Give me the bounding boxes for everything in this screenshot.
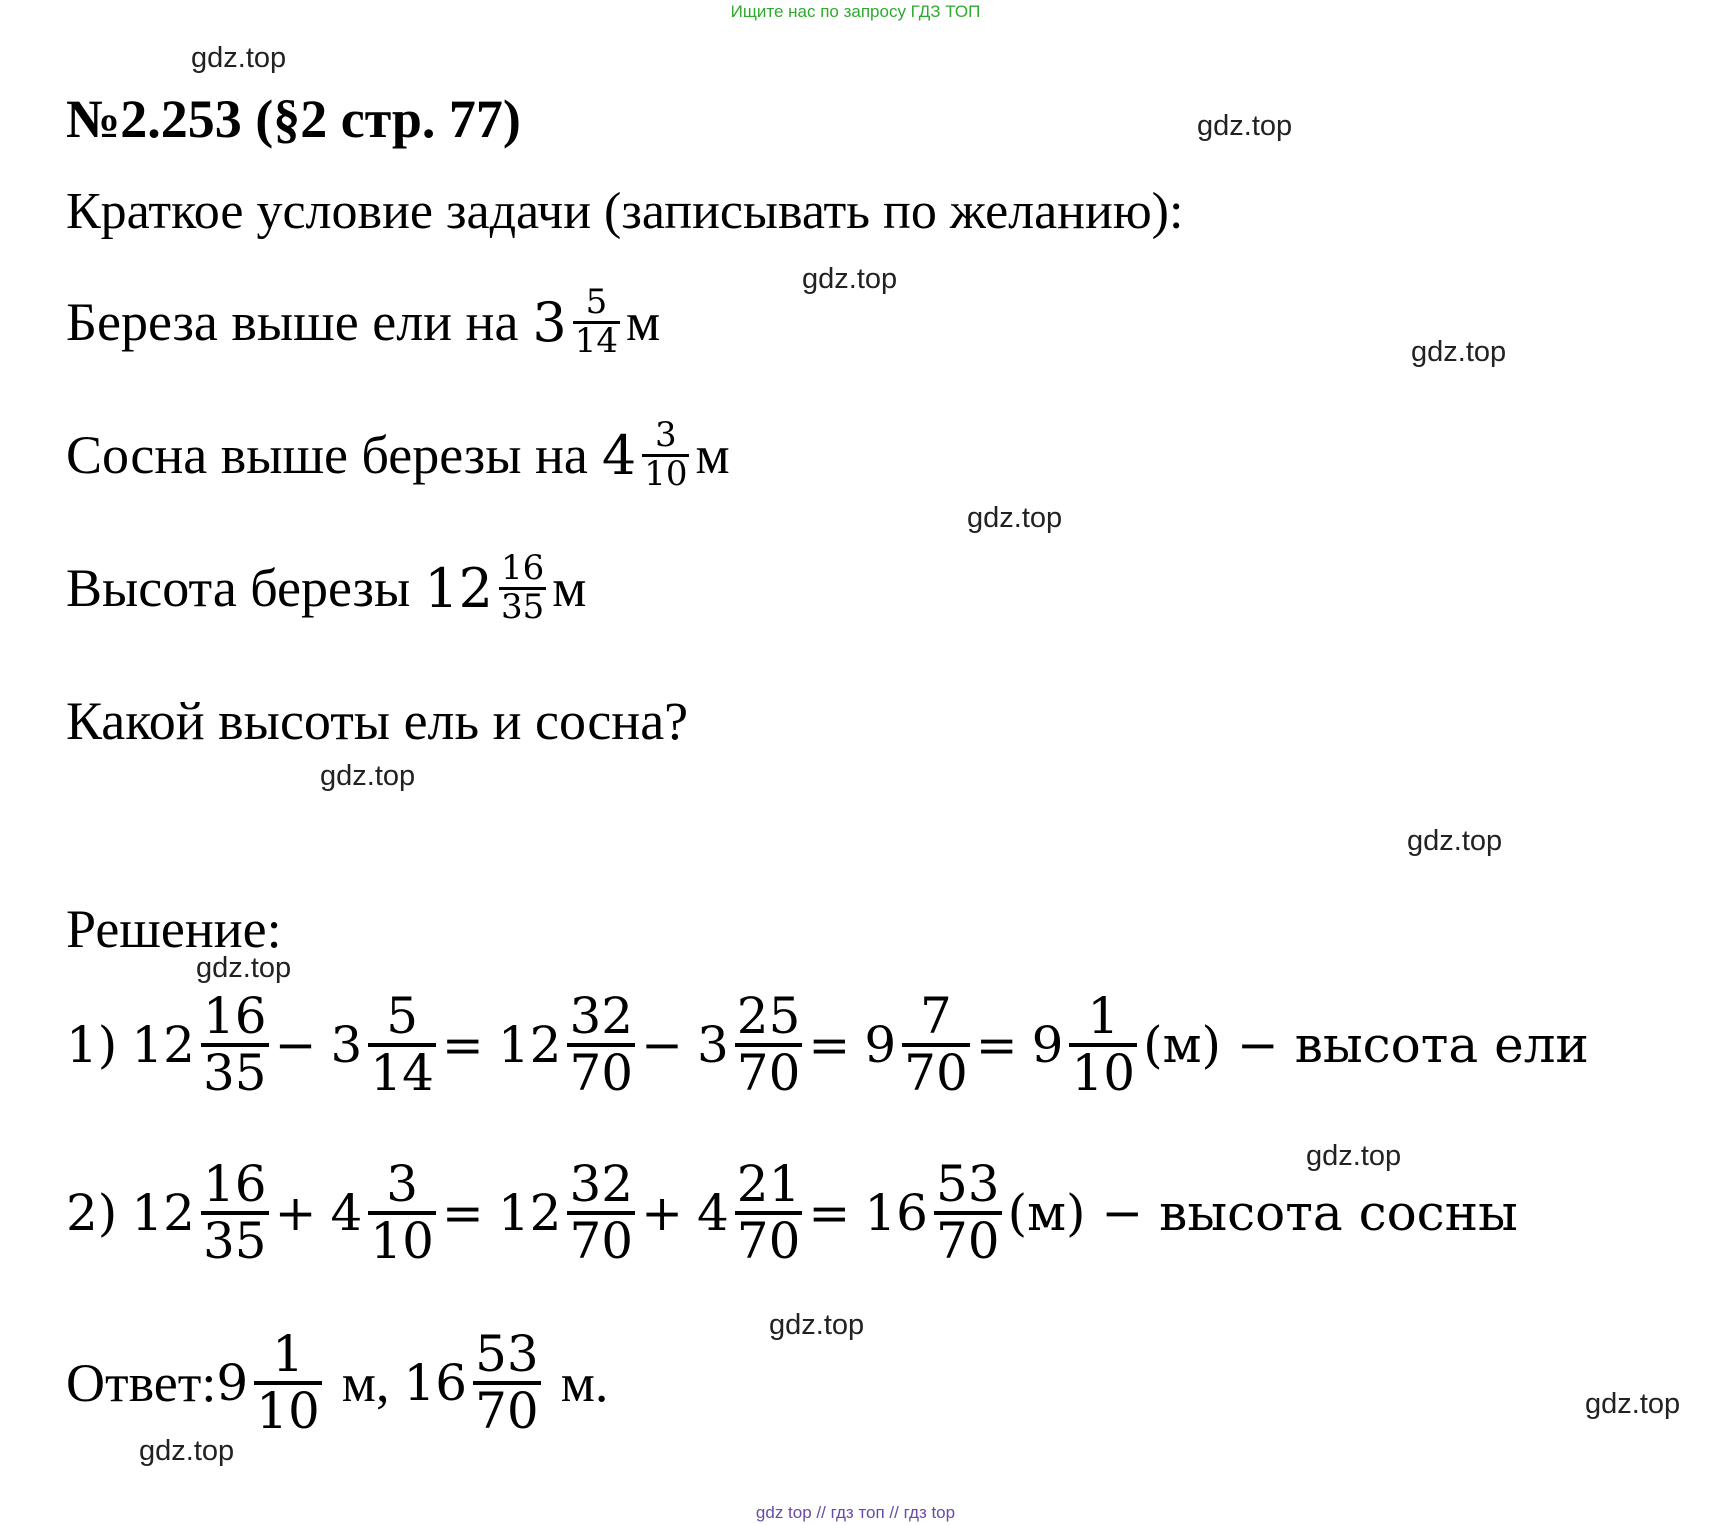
condition-line-3-text: Высота березы xyxy=(66,558,411,619)
condition-line-2 xyxy=(66,415,730,494)
condition-header-text: Краткое условие задачи (записывать по желанию): xyxy=(66,183,1184,240)
watermark: gdz.top xyxy=(320,760,416,792)
equals-sign: = xyxy=(441,1183,484,1242)
fraction xyxy=(368,1155,436,1270)
operator: + xyxy=(274,1183,317,1242)
footer-text: gdz top // гдз топ // гдз top xyxy=(755,1503,956,1522)
problem-title: №2.253 (§2 стр. 77) xyxy=(66,89,521,149)
numerator: 3 xyxy=(655,415,677,455)
step-result-text: (м) − высота сосны xyxy=(1007,1183,1518,1242)
condition-line-2-text: Сосна выше березы на xyxy=(66,425,588,486)
fraction xyxy=(642,415,689,494)
mixed-whole: 4 xyxy=(696,1183,729,1242)
denominator: 35 xyxy=(500,586,545,627)
watermark: gdz.top xyxy=(139,1435,235,1467)
fraction xyxy=(201,987,269,1102)
condition-line-1 xyxy=(66,282,661,361)
numerator: 1 xyxy=(272,1325,304,1383)
solution-header-text: Решение: xyxy=(66,899,282,959)
denominator: 70 xyxy=(736,1043,801,1102)
equals-sign: = xyxy=(441,1015,484,1074)
denominator: 14 xyxy=(574,320,619,361)
fraction xyxy=(567,1155,635,1270)
fraction xyxy=(573,282,620,361)
denominator: 10 xyxy=(1071,1043,1136,1102)
numerator: 3 xyxy=(386,1155,419,1213)
watermark: gdz.top xyxy=(1411,336,1507,368)
watermark: gdz.top xyxy=(1306,1140,1402,1172)
answer-label: Ответ: xyxy=(66,1352,217,1413)
mixed-whole: 16 xyxy=(864,1183,928,1242)
mixed-whole: 3 xyxy=(330,1015,363,1074)
condition-header xyxy=(66,182,1183,241)
watermark: gdz.top xyxy=(769,1309,865,1341)
solution-header xyxy=(66,898,282,960)
denominator: 35 xyxy=(202,1043,267,1102)
equals-sign: = xyxy=(975,1015,1018,1074)
fraction xyxy=(934,1155,1002,1270)
numerator: 1 xyxy=(1087,987,1120,1045)
answer-separator: м, xyxy=(341,1352,390,1413)
numerator: 5 xyxy=(386,987,419,1045)
watermark: gdz.top xyxy=(1407,825,1503,857)
mixed-whole: 12 xyxy=(424,556,493,620)
unit: м xyxy=(552,558,587,619)
top-banner: Ищите нас по запросу ГДЗ ТОП xyxy=(730,2,981,21)
mixed-whole: 12 xyxy=(131,1015,195,1074)
mixed-whole: 4 xyxy=(601,423,637,487)
fraction xyxy=(567,987,635,1102)
mixed-whole: 9 xyxy=(1031,1015,1064,1074)
denominator: 10 xyxy=(644,453,688,494)
denominator: 70 xyxy=(475,1381,539,1440)
condition-line-3 xyxy=(66,548,587,627)
step-result-text: (м) − высота ели xyxy=(1143,1015,1589,1074)
denominator: 70 xyxy=(569,1043,634,1102)
numerator: 16 xyxy=(202,987,267,1045)
operator: − xyxy=(641,1015,683,1074)
mixed-whole: 9 xyxy=(216,1353,249,1412)
fraction xyxy=(201,1155,269,1270)
watermark: gdz.top xyxy=(802,263,898,295)
mixed-whole: 3 xyxy=(696,1015,729,1074)
numerator: 32 xyxy=(569,987,634,1045)
condition-question xyxy=(66,690,688,752)
numerator: 5 xyxy=(585,282,608,322)
mixed-whole: 12 xyxy=(497,1015,562,1074)
question-text: Какой высоты ель и сосна? xyxy=(66,691,689,751)
numerator: 25 xyxy=(736,987,801,1045)
solution-step-1 xyxy=(66,987,1589,1102)
numerator: 53 xyxy=(475,1325,539,1383)
fraction xyxy=(254,1325,322,1440)
watermark: gdz.top xyxy=(967,502,1063,534)
mixed-whole: 3 xyxy=(532,290,567,354)
denominator: 10 xyxy=(370,1211,434,1270)
denominator: 10 xyxy=(256,1381,320,1440)
fraction xyxy=(1069,987,1137,1102)
denominator: 70 xyxy=(569,1211,634,1270)
mixed-whole: 12 xyxy=(131,1183,195,1242)
answer-end: м. xyxy=(560,1352,609,1413)
equals-sign: = xyxy=(808,1015,851,1074)
unit: м xyxy=(626,292,661,353)
mixed-whole: 12 xyxy=(497,1183,562,1242)
watermark: gdz.top xyxy=(191,42,287,74)
fraction xyxy=(735,1155,803,1270)
answer-line xyxy=(66,1325,609,1440)
denominator: 70 xyxy=(935,1211,1000,1270)
condition-line-1-text: Береза выше ели на xyxy=(66,292,519,353)
numerator: 53 xyxy=(935,1155,1000,1213)
fraction xyxy=(735,987,803,1102)
equals-sign: = xyxy=(808,1183,851,1242)
watermark: gdz.top xyxy=(1585,1388,1681,1420)
denominator: 70 xyxy=(904,1043,968,1102)
numerator: 16 xyxy=(500,548,545,588)
denominator: 35 xyxy=(202,1211,267,1270)
step-label: 2) xyxy=(66,1183,118,1242)
fraction xyxy=(368,987,436,1102)
fraction xyxy=(473,1325,541,1440)
denominator: 70 xyxy=(736,1211,801,1270)
operator: − xyxy=(274,1015,317,1074)
numerator: 21 xyxy=(736,1155,801,1213)
fraction xyxy=(902,987,970,1102)
numerator: 32 xyxy=(569,1155,634,1213)
mixed-whole: 4 xyxy=(330,1183,363,1242)
step-label: 1) xyxy=(66,1015,118,1074)
denominator: 14 xyxy=(370,1043,434,1102)
unit: м xyxy=(695,425,730,486)
mixed-whole: 16 xyxy=(403,1353,468,1412)
operator: + xyxy=(641,1183,683,1242)
numerator: 7 xyxy=(920,987,952,1045)
numerator: 16 xyxy=(202,1155,267,1213)
watermark: gdz.top xyxy=(1197,110,1293,142)
mixed-whole: 9 xyxy=(864,1015,897,1074)
watermark: gdz.top xyxy=(196,952,292,984)
fraction xyxy=(499,548,546,627)
